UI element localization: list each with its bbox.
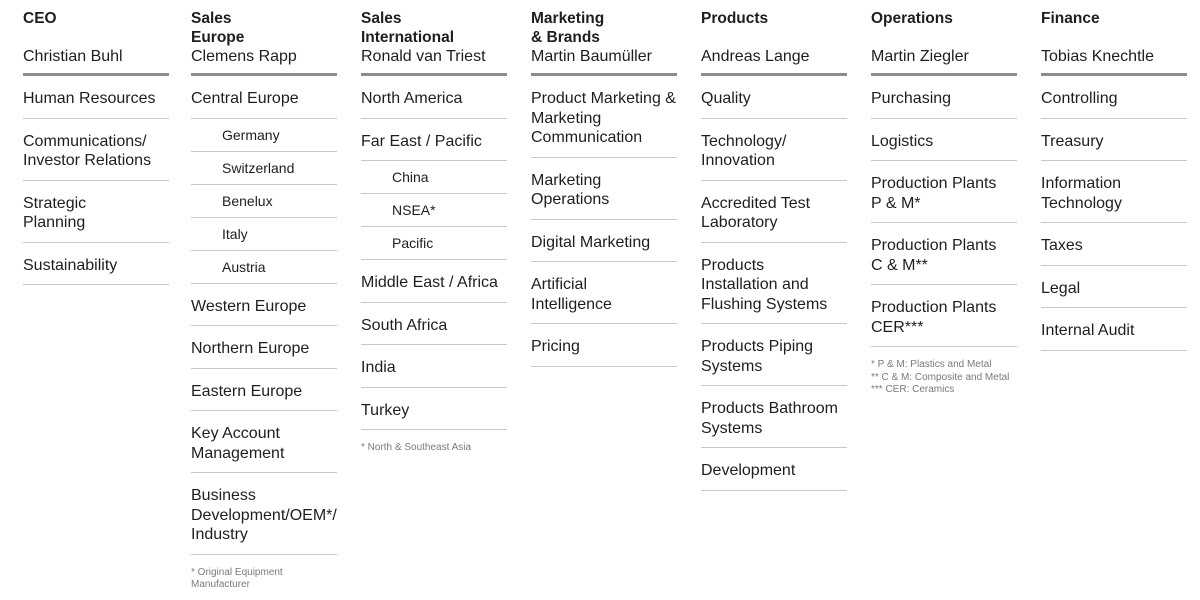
unit-item: Strategic Planning xyxy=(23,181,169,243)
footnote-line: * North & Southeast Asia xyxy=(361,442,472,453)
unit-item: Northern Europe xyxy=(191,326,337,369)
department-head: Andreas Lange xyxy=(701,48,810,65)
footnote xyxy=(191,567,337,592)
unit-item: Products Bathroom Systems xyxy=(701,386,847,448)
unit-item: South Africa xyxy=(361,303,507,346)
unit-item: Purchasing xyxy=(871,76,1017,119)
column-sales-europe xyxy=(191,9,337,592)
unit-list xyxy=(361,76,507,430)
unit-item: Development xyxy=(701,448,847,491)
column-title: Products xyxy=(701,10,769,27)
column-operations xyxy=(871,9,1017,397)
unit-item: Logistics xyxy=(871,119,1017,162)
unit-item: Central Europe xyxy=(191,76,337,119)
sub-unit-item: China xyxy=(361,161,507,194)
sub-unit-item: Switzerland xyxy=(191,152,337,185)
department-head: Martin Baumüller xyxy=(531,48,652,65)
unit-list xyxy=(1041,76,1187,351)
sub-unit-item: Benelux xyxy=(191,185,337,218)
column-ceo xyxy=(23,9,169,285)
footnote xyxy=(361,442,507,455)
unit-item: Quality xyxy=(701,76,847,119)
unit-item: Communications/ Investor Relations xyxy=(23,119,169,181)
unit-item: India xyxy=(361,345,507,388)
unit-list xyxy=(871,76,1017,347)
unit-item: Taxes xyxy=(1041,223,1187,266)
unit-list xyxy=(531,76,677,367)
unit-item: Marketing Operations xyxy=(531,158,677,220)
department-head: Tobias Knechtle xyxy=(1041,48,1154,65)
unit-item: Production Plants CER*** xyxy=(871,285,1017,347)
unit-item: Internal Audit xyxy=(1041,308,1187,351)
unit-item: Technology/ Innovation xyxy=(701,119,847,181)
footnote-line: * Original Equipment Manufacturer xyxy=(191,566,283,590)
unit-item: Information Technology xyxy=(1041,161,1187,223)
sub-unit-item: Pacific xyxy=(361,227,507,260)
sub-unit-item: Italy xyxy=(191,218,337,251)
unit-item: Turkey xyxy=(361,388,507,431)
unit-list xyxy=(701,76,847,491)
unit-item: Business Development/OEM*/ Industry xyxy=(191,473,337,555)
column-title: Finance xyxy=(1041,10,1100,27)
column-sales-international xyxy=(361,9,507,455)
footnote-line: * P & M: Plastics and Metal xyxy=(871,359,992,370)
column-finance xyxy=(1041,9,1187,351)
footnote xyxy=(871,359,1017,397)
column-title: Sales International xyxy=(361,10,455,46)
column-title: Marketing & Brands xyxy=(531,10,605,46)
unit-item: Artificial Intelligence xyxy=(531,262,677,324)
column-marketing-brands xyxy=(531,9,677,367)
unit-item: Treasury xyxy=(1041,119,1187,162)
column-title: Sales Europe xyxy=(191,10,245,46)
unit-item: Key Account Management xyxy=(191,411,337,473)
unit-item: Products Piping Systems xyxy=(701,324,847,386)
unit-item: Production Plants C & M** xyxy=(871,223,1017,285)
unit-item: Eastern Europe xyxy=(191,369,337,412)
unit-item: Digital Marketing xyxy=(531,220,677,263)
unit-item: Far East / Pacific xyxy=(361,119,507,162)
unit-list xyxy=(191,76,337,555)
unit-list xyxy=(23,76,169,285)
unit-item: Human Resources xyxy=(23,76,169,119)
unit-item: Legal xyxy=(1041,266,1187,309)
column-products xyxy=(701,9,847,491)
sub-unit-item: Germany xyxy=(191,119,337,152)
footnote-line: ** C & M: Composite and Metal xyxy=(871,371,1010,383)
unit-item: Controlling xyxy=(1041,76,1187,119)
unit-item: North America xyxy=(361,76,507,119)
sub-unit-item: Austria xyxy=(191,251,337,284)
column-title: Operations xyxy=(871,10,953,27)
footnote-line: *** CER: Ceramics xyxy=(871,384,955,395)
department-head: Ronald van Triest xyxy=(361,48,486,65)
unit-item: Accredited Test Laboratory xyxy=(701,181,847,243)
unit-item: Pricing xyxy=(531,324,677,367)
unit-item: Products Installation and Flushing Systems xyxy=(701,243,847,325)
sub-unit-item: NSEA* xyxy=(361,194,507,227)
unit-item: Product Marketing & Marketing Communication xyxy=(531,76,677,158)
unit-item: Sustainability xyxy=(23,243,169,286)
department-head: Christian Buhl xyxy=(23,48,123,65)
unit-item: Middle East / Africa xyxy=(361,260,507,303)
unit-item: Production Plants P & M* xyxy=(871,161,1017,223)
column-title: CEO xyxy=(23,10,57,27)
department-head: Clemens Rapp xyxy=(191,48,297,65)
unit-item: Western Europe xyxy=(191,284,337,327)
department-head: Martin Ziegler xyxy=(871,48,969,65)
